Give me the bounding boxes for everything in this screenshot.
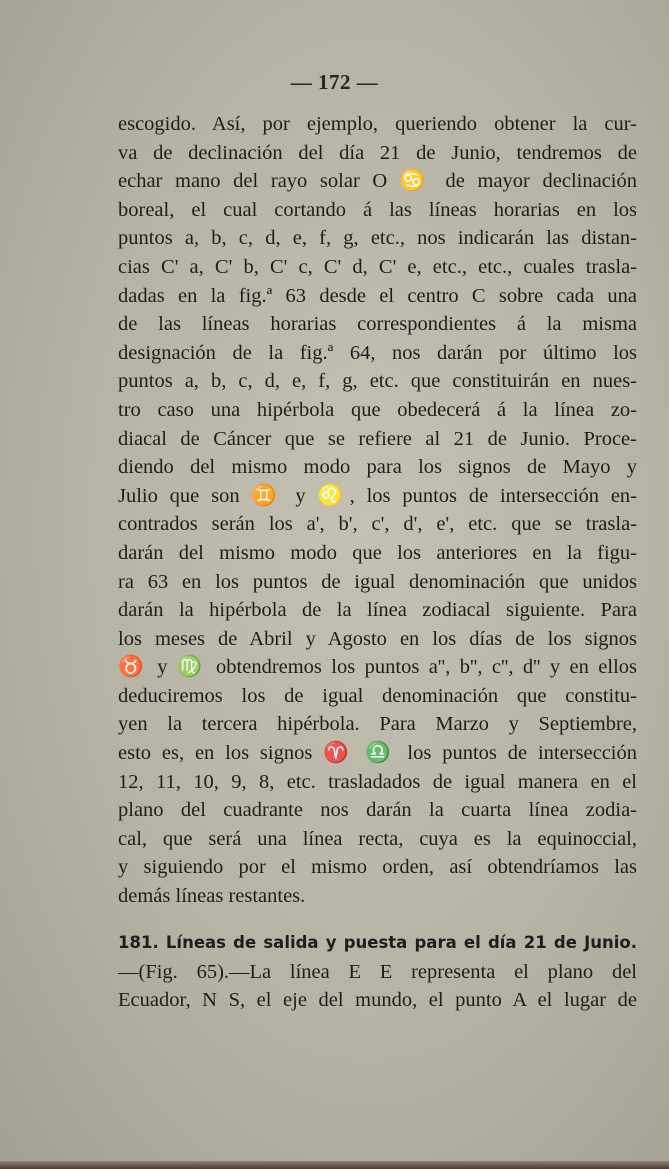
section-heading: 181. Líneas de salida y puesta para el día 21 de Junio. [118, 933, 637, 952]
paragraph-line: diacal de Cáncer que se refiere al 21 de Junio. Proce- [118, 427, 637, 450]
paragraph-line: ra 63 en los puntos de igual denominación que unidos [118, 570, 637, 593]
paragraph-line: va de declinación del día 21 de Junio, tendremos de [118, 141, 637, 164]
paragraph-line: designación de la fig.ª 64, nos darán por último los [118, 341, 637, 364]
paragraph-line: puntos a, b, c, d, e, f, g, etc., nos indicarán las distan- [118, 227, 637, 250]
paragraph-line: contrados serán los a', b', c', d', e', etc. que se trasla- [118, 513, 637, 536]
section-line: Ecuador, N S, el eje del mundo, el punto A el lugar de [118, 989, 637, 1012]
paragraph-line: tro caso una hipérbola que obedecerá á la línea zo- [118, 398, 637, 421]
paragraph-line: demás líneas restantes. [118, 885, 306, 908]
paragraph-line: de las líneas horarias correspondientes á la misma [118, 313, 637, 336]
paragraph-line: ♉ y ♍ obtendremos los puntos a'', b'', c'', d'' y en ellos [118, 656, 637, 679]
section-line: —(Fig. 65).—La línea E E representa el plano del [118, 960, 637, 983]
paragraph-line: yen la tercera hipérbola. Para Marzo y Septiembre, [118, 713, 637, 736]
paragraph-line: boreal, el cual cortando á las líneas horarias en los [118, 198, 637, 221]
paragraph-line: diendo del mismo modo para los signos de Mayo y [118, 456, 637, 479]
paragraph-line: los meses de Abril y Agosto en los días de los signos [118, 627, 637, 650]
paragraph-line: plano del cuadrante nos darán la cuarta línea zodia- [118, 799, 637, 822]
paragraph-line: cal, que será una línea recta, cuya es la equinoccial, [118, 827, 637, 850]
paragraph-line: y siguiendo por el mismo orden, así obtendríamos las [118, 856, 637, 879]
paragraph-line: dadas en la fig.ª 63 desde el centro C sobre cada una [118, 284, 637, 307]
paragraph-line: Julio que son ♊ y ♌, los puntos de intersección en- [118, 484, 637, 507]
paragraph-line: cias C' a, C' b, C' c, C' d, C' e, etc., etc., cuales trasla- [118, 255, 637, 278]
paragraph-line: darán del mismo modo que los anteriores en la figu- [118, 541, 637, 564]
main-paragraph [118, 110, 637, 911]
paragraph-line: deduciremos los de igual denominación que constitu- [118, 684, 637, 707]
paragraph-line: esto es, en los signos ♈ ♎ los puntos de intersección [118, 742, 637, 765]
paragraph-line: escogido. Así, por ejemplo, queriendo obtener la cur- [118, 113, 637, 135]
section-181 [118, 929, 637, 1015]
page-number: — 172 — [290, 70, 379, 94]
paragraph-line: puntos a, b, c, d, e, f, g, etc. que constituirán en nues- [118, 370, 637, 393]
paragraph-line: echar mano del rayo solar O ♋ de mayor declinación [118, 170, 637, 193]
paragraph-line: darán la hipérbola de la línea zodiacal siguiente. Para [118, 599, 637, 622]
paragraph-line: 12, 11, 10, 9, 8, etc. trasladados de igual manera en el [118, 770, 637, 793]
